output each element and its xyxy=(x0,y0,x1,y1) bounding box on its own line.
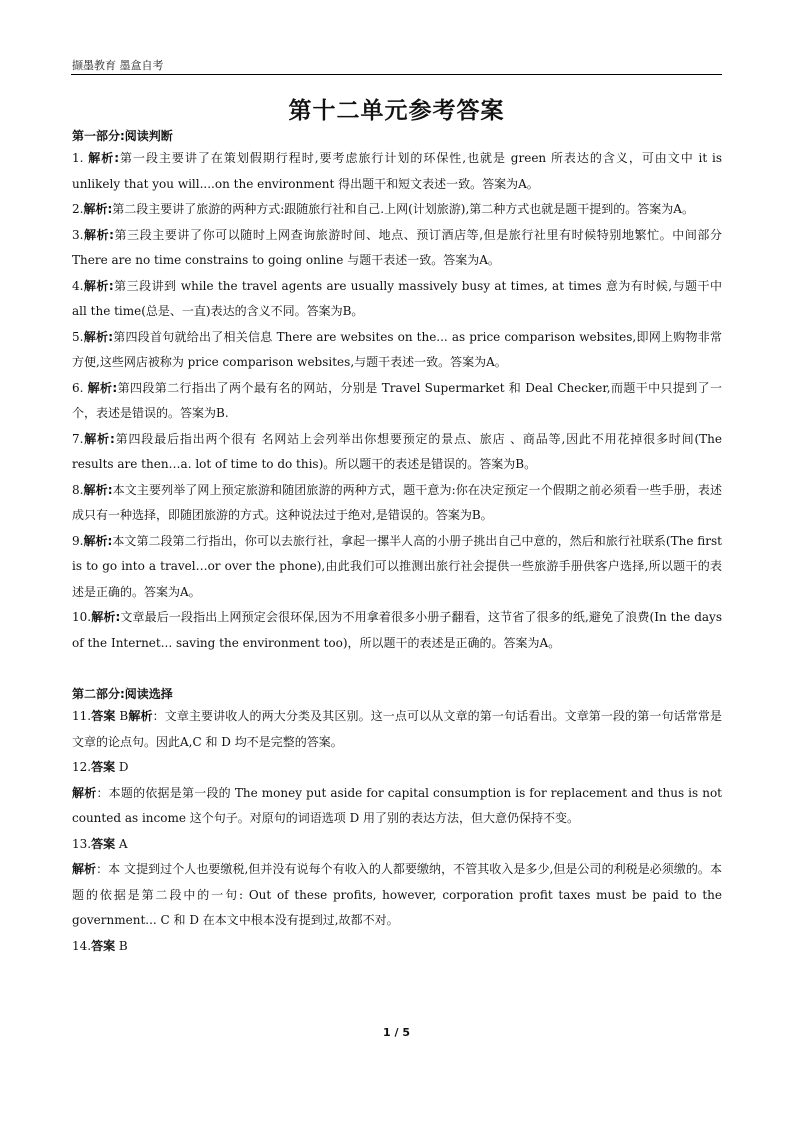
answer-item xyxy=(72,529,722,606)
answer-content xyxy=(72,126,722,959)
item-text: ：本 文提到过个人也要缴税,但并没有说每个有收入的人都要缴纳，不管其收入是多少,但是公司的利税是必须缴的。本题的依据是第二段中的一句: Out of these profits, however, corporation profit taxes must be paid to the government... C 和 D 在本文中根本没有提到过,故都不对。 xyxy=(72,862,722,927)
item-label: 解析: xyxy=(83,431,115,446)
item-label: 解析 xyxy=(128,709,153,723)
item-number: 5. xyxy=(72,329,84,344)
item-label: 解析: xyxy=(91,610,121,624)
section-heading-part2: 第二部分:阅读选择 xyxy=(72,687,173,701)
answer-item xyxy=(72,934,722,960)
item-text: A xyxy=(115,836,128,851)
item-label: 解析: xyxy=(87,380,118,395)
answer-item xyxy=(72,605,722,656)
item-text: 本文主要列举了网上预定旅游和随团旅游的两种方式，题干意为:你在决定预定一个假期之前必须看一些手册，表述成只有一种选择，即随团旅游的方式。这种说法过于绝对,是错误的。答案为B。 xyxy=(72,482,722,522)
item-label: 解析: xyxy=(83,278,114,293)
answer-item xyxy=(72,427,722,478)
answer-item xyxy=(72,781,722,832)
item-text: B xyxy=(115,938,128,953)
item-number: 7. xyxy=(72,431,84,446)
item-text: B xyxy=(115,709,129,723)
item-number: 9. xyxy=(72,533,84,548)
item-number: 13. xyxy=(72,836,92,851)
item-text: ：文章主要讲收人的两大分类及其区别。这一点可以从文章的第一句话看出。文章第一段的第一句话常常是文章的论点句。因此A,C 和 D 均不是完整的答案。 xyxy=(72,709,722,749)
answer-item xyxy=(72,274,722,325)
part1-answer-list xyxy=(72,146,722,656)
item-label: 答案 xyxy=(91,760,116,774)
item-text: 第三段讲到 while the travel agents are usually massively busy at times, at times 意为有时候,与题干中 all the time(总是、一直)表达的含义不同。答案为B。 xyxy=(72,278,722,318)
item-number: 10. xyxy=(72,610,92,624)
item-number: 6. xyxy=(72,380,88,395)
item-number: 4. xyxy=(72,278,84,293)
answer-item xyxy=(72,223,722,274)
item-label: 答案 xyxy=(91,938,116,953)
item-number: 1. xyxy=(72,151,89,165)
item-label: 解析: xyxy=(83,533,113,548)
item-text: 第四段最后指出两个很有 名网站上会列举出你想要预定的景点、旅店 、商品等,因此不用花掉很多时间(The results are then…a. lot of time to do this)。所以题干的表述是错误的。答案为B。 xyxy=(72,431,722,471)
answer-item xyxy=(72,755,722,781)
item-number: 12. xyxy=(72,760,92,774)
page-title: 第十二单元参考答案 xyxy=(288,98,505,124)
page-number: 1 / 5 xyxy=(383,1026,410,1039)
answer-item xyxy=(72,197,722,223)
item-text: 第四段首句就给出了相关信息 There are websites on the... as price comparison websites,即网上购物非常方便,这些网店被称为 price comparison websites,与题干表述一致。答案为A。 xyxy=(72,329,722,369)
answer-item xyxy=(72,325,722,376)
item-text: 本文第二段第二行指出，你可以去旅行社，拿起一摞半人高的小册子挑出自己中意的，然后和旅行社联系(The first is to go into a travel…or over the phone),由此我们可以推测出旅行社会提供一些旅游手册供客户选择,所以题干的表述是正确的。答案为A。 xyxy=(72,533,722,599)
item-text: D xyxy=(115,760,129,774)
item-label: 解析 xyxy=(72,862,97,876)
answer-item xyxy=(72,832,722,858)
item-number: 14. xyxy=(72,938,92,953)
part2-answer-list xyxy=(72,704,722,959)
answer-item xyxy=(72,478,722,529)
answer-item xyxy=(72,376,722,427)
item-number: 8. xyxy=(72,482,84,497)
answer-item xyxy=(72,704,722,755)
item-number: 3. xyxy=(72,227,84,242)
item-label: 答案 xyxy=(91,836,116,851)
item-label: 解析 xyxy=(72,785,97,800)
item-text: 第一段主要讲了在策划假期行程时,要考虑旅行计划的环保性,也就是 green 所表达的含义，可由文中 it is unlikely that you will....on the environment 得出题干和短文表述一致。答案为A。 xyxy=(72,151,722,191)
item-label: 解析: xyxy=(88,151,120,165)
item-text: 第二段主要讲了旅游的两种方式:跟随旅行社和自己.上网(计划旅游),第二种方式也就是题干提到的。答案为A。 xyxy=(112,202,694,216)
answer-item xyxy=(72,146,722,197)
item-label: 解析: xyxy=(83,227,114,242)
item-text: 第四段第二行指出了两个最有名的网站，分别是 Travel Supermarket 和 Deal Checker,而题干中只提到了一个，表述是错误的。答案为B. xyxy=(72,380,722,420)
running-header: 撷墨教育 墨盒自考 xyxy=(72,59,164,72)
answer-item xyxy=(72,857,722,934)
item-text: 文章最后一段指出上网预定会很环保,因为不用拿着很多小册子翻看，这节省了很多的纸,避免了浪费(In the days of the Internet... saving the environment too)，所以题干的表述是正确的。答案为A。 xyxy=(72,610,722,650)
section-heading-part1: 第一部分:阅读判断 xyxy=(72,129,173,143)
item-number: 2. xyxy=(72,202,84,216)
item-number: 11. xyxy=(72,709,92,723)
item-label: 解析: xyxy=(83,202,113,216)
item-text: 第三段主要讲了你可以随时上网查询旅游时间、地点、预订酒店等,但是旅行社里有时候特别地繁忙。中间部分 There are no time constrains to going online 与题干表述一致。答案为A。 xyxy=(72,227,722,267)
item-label: 解析: xyxy=(83,482,113,497)
item-text: ：本题的依据是第一段的 The money put aside for capital consumption is for replacement and thus is not counted as income 这个句子。对原句的词语选项 D 用了别的表达方法，但大意仍保持不变。 xyxy=(72,785,722,825)
item-label: 答案 xyxy=(91,709,116,723)
item-label: 解析: xyxy=(83,329,114,344)
header-rule xyxy=(71,74,722,75)
